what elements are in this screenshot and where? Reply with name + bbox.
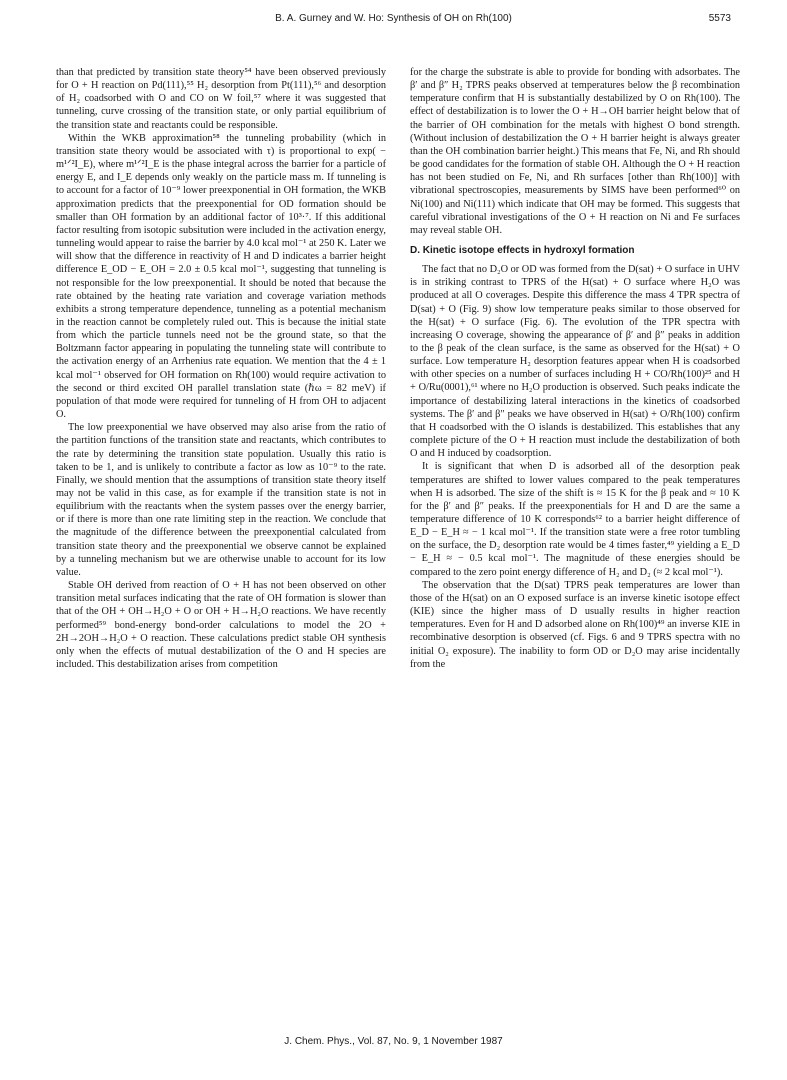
- page-number: 5573: [708, 13, 731, 24]
- left-column: [56, 66, 386, 671]
- paragraph: The low preexponential we have observed may also arise from the ratio of the partition functions of the transition state and reactants, which contributes to the rate by determining the transition state population. Usually this ratio is taken to be 1, and is unlikely to contribute a factor as low as 10⁻⁹ to the rate. Finally, we should mention that the assumptions of transition state theory itself may not be valid in this case, as for example if the transition state is not in equilibrium with the reactants when the system passes over the energy barrier, or if there is more than one rate limiting step in the reaction. We conclude that the magnitude of the difference between the preexponential calculated from transition state theory and the preexponential we observe cannot be explained by a tunneling mechanism but we are otherwise unable to account for its low value.: [56, 422, 386, 578]
- two-column-body: [56, 66, 740, 671]
- section-heading: D. Kinetic isotope effects in hydroxyl formation: [410, 245, 635, 257]
- paragraph: The observation that the D(sat) TPRS peak temperatures are lower than those of the H(sat) on an O exposed surface is an inverse kinetic isotope effect (KIE) since the higher mass of D usually results in higher reaction temperatures. Even for H and D adsorbed alone on Rh(100)⁴⁹ an inverse KIE in recombinative desorption is observed (cf. Figs. 6 and 9 TPRS spectra with no initial O₂ exposure). The inability to form OD or D₂O may arise incidentally from the: [410, 579, 740, 670]
- paragraph: than that predicted by transition state theory⁵⁴ have been observed previously for O + H reaction on Pd(111),⁵⁵ H₂ desorption from Pt(111),⁵⁶ and desorption of H₂ coadsorbed with O and CO on W foil,⁵⁷ where it was suggested that tunneling, curve crossing of the transition state, or only partial equilibrium of the transition state and reactants could be responsible.: [56, 67, 386, 131]
- journal-citation-footer: J. Chem. Phys., Vol. 87, No. 9, 1 November 1987: [284, 1036, 503, 1047]
- running-head: [56, 13, 731, 29]
- running-head-title: B. A. Gurney and W. Ho: Synthesis of OH on Rh(100): [275, 13, 512, 24]
- paragraph: for the charge the substrate is able to provide for bonding with adsorbates. The β′ and β″ H₂ TPRS peaks observed at temperatures below the β recombination temperature confirm that H is substantially destabilized by O on Rh(100). The effect of destabilization is to lower the O + H→OH barrier height below that of the barrier of OH combination for the metals with highest O bond strength. (Without inclusion of destabilization the O + H barrier height is always greater than the OH combination barrier height.) This means that Fe, Ni, and Rh should be good candidates for the formation of stable OH. Although the O + H reaction has not been studied on Fe, Ni, and Rh surfaces [other than Rh(100)] with vibrational spectroscopies, measurements by SIMS have been performed⁶⁰ on Ni(100) and Ni(111) which indicate that OH may be formed. This suggests that careful vibrational investigations of the O + H reaction on Ni and Fe surfaces may reveal stable OH.: [410, 67, 740, 236]
- paragraph: Within the WKB approximation⁵⁸ the tunneling probability (which in transition state theory would be associated with τ) is proportional to exp( − m¹ᐟ²I_E), where m¹ᐟ²I_E is the phase integral across the barrier for a particle of energy E, and I_E depends only weakly on the particle mass m. If tunneling is to account for a factor of 10⁻⁹ lower preexponential in OH formation, the WKB approximation predicts that the preexponential for OD formation should be smaller than OH formation by an additional factor of 10³·⁷. If this additional factor resulting from isotopic subsitution were included in the activation energy, tunneling would appear to raise the barrier by 4.0 kcal mol⁻¹ at 250 K. Later we will show that the difference in reactivity of H and D indicates a barrier height difference E_OD − E_OH = 2.0 ± 0.5 kcal mol⁻¹, suggesting that tunneling is not responsible for the low preexponential. It should be noted that because the rate obtained by the heating rate variation and coverage variation methods exhibits a strong temperature dependence, tunneling as a potential mechanism in the reaction cannot be completely ruled out. This is because the initial state from which the particle tunnels need not be the ground state, so that the Boltzmann factor appearing in populating the tunneling state will contribute to the activation energy of an Arrhenius rate equation. We mention that the 4 ± 1 kcal mol⁻¹ observed for OH formation on Rh(100) would require activation to the second or third excited OH parallel translation state (ℏω = 82 meV) if population of that mode were required for tunneling of H from OH to adjacent O.: [56, 132, 386, 421]
- paragraph: Stable OH derived from reaction of O + H has not been observed on other transition metal surfaces indicating that the rate of OH formation is slower than that of the OH + OH→H₂O + O or OH + H→H₂O reactions. We have recently performed⁵⁹ bond-energy bond-order calculations to model the 2O + 2H→2OH→H₂O + O reaction. These calculations predict stable OH synthesis only when the effects of mutual destabilization of the O and H species are included. This destabilization arises from competition: [56, 580, 386, 671]
- right-column: [410, 66, 740, 671]
- paragraph: The fact that no D₂O or OD was formed from the D(sat) + O surface in UHV is in striking contrast to TPRS of the H(sat) + O surface where H₂O was produced at all O coverages. Despite this difference the mass 4 TPR spectra of D(sat) + O (Fig. 9) show low temperature peaks similar to those observed for the H(sat) + O surface (Fig. 6). The evolution of the TPR spectra with increasing O coverage, showing the appearance of β′ and β″ peaks in addition to the β peak of the clean surface, is the same as observed for the H(sat) + O surface. Low temperature H₂ desorption features appear when H is coadsorbed with other species on a number of surfaces including H + CO/Rh(100)²⁵ and H + O/Ru(0001),⁶¹ where no H₂O production is observed. Such peaks indicate the importance of destabilizing lateral interactions in the kinetics of coadsorbed systems. The β′ and β″ peaks we have observed in H(sat) + O/Rh(100) confirm that H coadsorbed with the O islands is destabilized. This establishes that any complete picture of the O + H reaction must include the destabilization of both O and H induced by coadsorption.: [410, 264, 740, 460]
- paragraph: It is significant that when D is adsorbed all of the desorption peak temperatures are shifted to lower values compared to the peak temperatures when H is adsorbed. The size of the shift is ≈ 15 K for the β peak and ≈ 10 K for the β′ and β″ peaks. If the preexponentials for H and D are the same a temperature difference of 10 K corresponds⁶² to a barrier height difference of E_D − E_H ≈ − 1 kcal mol⁻¹. If the transition state were a free rotor tumbling on the surface, the D₂ desorption rate would be 4 times faster,⁴⁹ yielding a E_D − E_H ≈ − 0.5 kcal mol⁻¹. The magnitude of these energies should be compared to the zero point energy difference of H₂ and D₂ (≈ 2 kcal mol⁻¹).: [410, 461, 740, 578]
